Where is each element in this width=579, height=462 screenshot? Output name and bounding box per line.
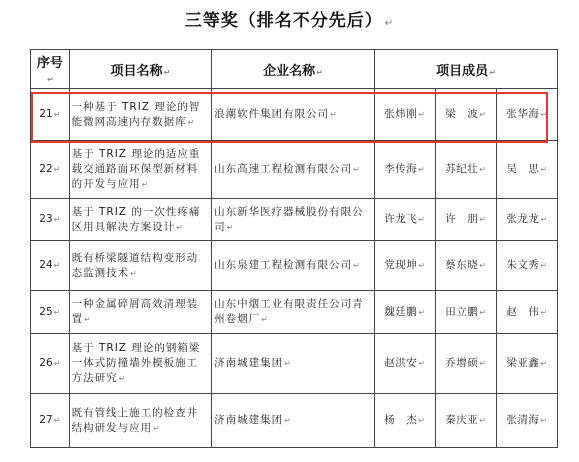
cell-member: 蔡东晓↵	[435, 241, 496, 291]
cell-member: 梁亚鑫↵	[496, 334, 557, 394]
cell-member: 许龙飞↵	[374, 199, 435, 241]
header-members: 项目成员↵	[374, 50, 557, 89]
cell-no: 25↵	[31, 291, 70, 334]
cell-member: 许 朋↵	[435, 199, 496, 241]
cell-member: 乔增硕↵	[435, 334, 496, 394]
cell-member: 田立鹏↵	[435, 291, 496, 334]
cell-company: 山东新华医疗器械股份有限公司↵	[212, 199, 375, 241]
cell-project: 基于 TRIZ 的一次性疼痛区用具解决方案设计↵	[69, 199, 211, 241]
table-row	[31, 241, 558, 291]
cell-member: 苏纪壮↵	[435, 141, 496, 199]
cell-member: 朱文秀↵	[496, 241, 557, 291]
table-row	[31, 394, 558, 448]
cell-company: 浪潮软件集团有限公司↵	[212, 89, 375, 141]
table-row	[31, 89, 558, 141]
header-company: 企业名称↵	[212, 50, 375, 89]
cell-no: 21↵	[31, 89, 70, 141]
cell-company: 济南城建集团↵	[212, 394, 375, 448]
cell-member: 张清海↵	[496, 394, 557, 448]
cell-company: 山东泉建工程检测有限公司↵	[212, 241, 375, 291]
header-no: 序号↵	[31, 50, 70, 89]
cell-project: 既有管线上施工的检查井结构研发与应用↵	[69, 394, 211, 448]
cell-member: 党现坤↵	[374, 241, 435, 291]
cell-project: 一种金属碎屑高效清理装置↵	[69, 291, 211, 334]
cell-member: 张华海↵	[496, 89, 557, 141]
header-project: 项目名称↵	[69, 50, 211, 89]
cell-member: 魏廷鹏↵	[374, 291, 435, 334]
cell-member: 赵 伟↵	[496, 291, 557, 334]
cell-member: 赵洪安↵	[374, 334, 435, 394]
paragraph-mark-icon: ↵	[384, 18, 395, 29]
cell-no: 27↵	[31, 394, 70, 448]
cell-member: 杨 杰↵	[374, 394, 435, 448]
page-title-text: 三等奖（排名不分先后）	[184, 11, 383, 31]
cell-company: 济南城建集团↵	[212, 334, 375, 394]
cell-member: 李传海↵	[374, 141, 435, 199]
cell-member: 张龙龙↵	[496, 199, 557, 241]
cell-company: 山东中烟工业有限责任公司青州卷烟厂↵	[212, 291, 375, 334]
cell-no: 23↵	[31, 199, 70, 241]
cell-company: 山东高速工程检测有限公司↵	[212, 141, 375, 199]
table-row	[31, 334, 558, 394]
table-row	[31, 141, 558, 199]
table-row	[31, 291, 558, 334]
cell-no: 24↵	[31, 241, 70, 291]
cell-no: 26↵	[31, 334, 70, 394]
award-table	[30, 49, 558, 448]
cell-member: 吴 思↵	[496, 141, 557, 199]
cell-member: 梁 波↵	[435, 89, 496, 141]
table-row	[31, 199, 558, 241]
cell-member: 张炜刚↵	[374, 89, 435, 141]
page-title	[0, 6, 579, 31]
cell-project: 一种基于 TRIZ 理论的智能微网高速内存数据库↵	[69, 89, 211, 141]
cell-project: 基于 TRIZ 理论的适应重载交通路面环保型新材料的开发与应用↵	[69, 141, 211, 199]
table-header-row	[31, 50, 558, 89]
cell-project: 基于 TRIZ 理论的钢箱梁一体式防撞墙外模板施工方法研究↵	[69, 334, 211, 394]
cell-no: 22↵	[31, 141, 70, 199]
cell-member: 秦庆亚↵	[435, 394, 496, 448]
cell-project: 既有桥梁隧道结构变形动态监测技术↵	[69, 241, 211, 291]
